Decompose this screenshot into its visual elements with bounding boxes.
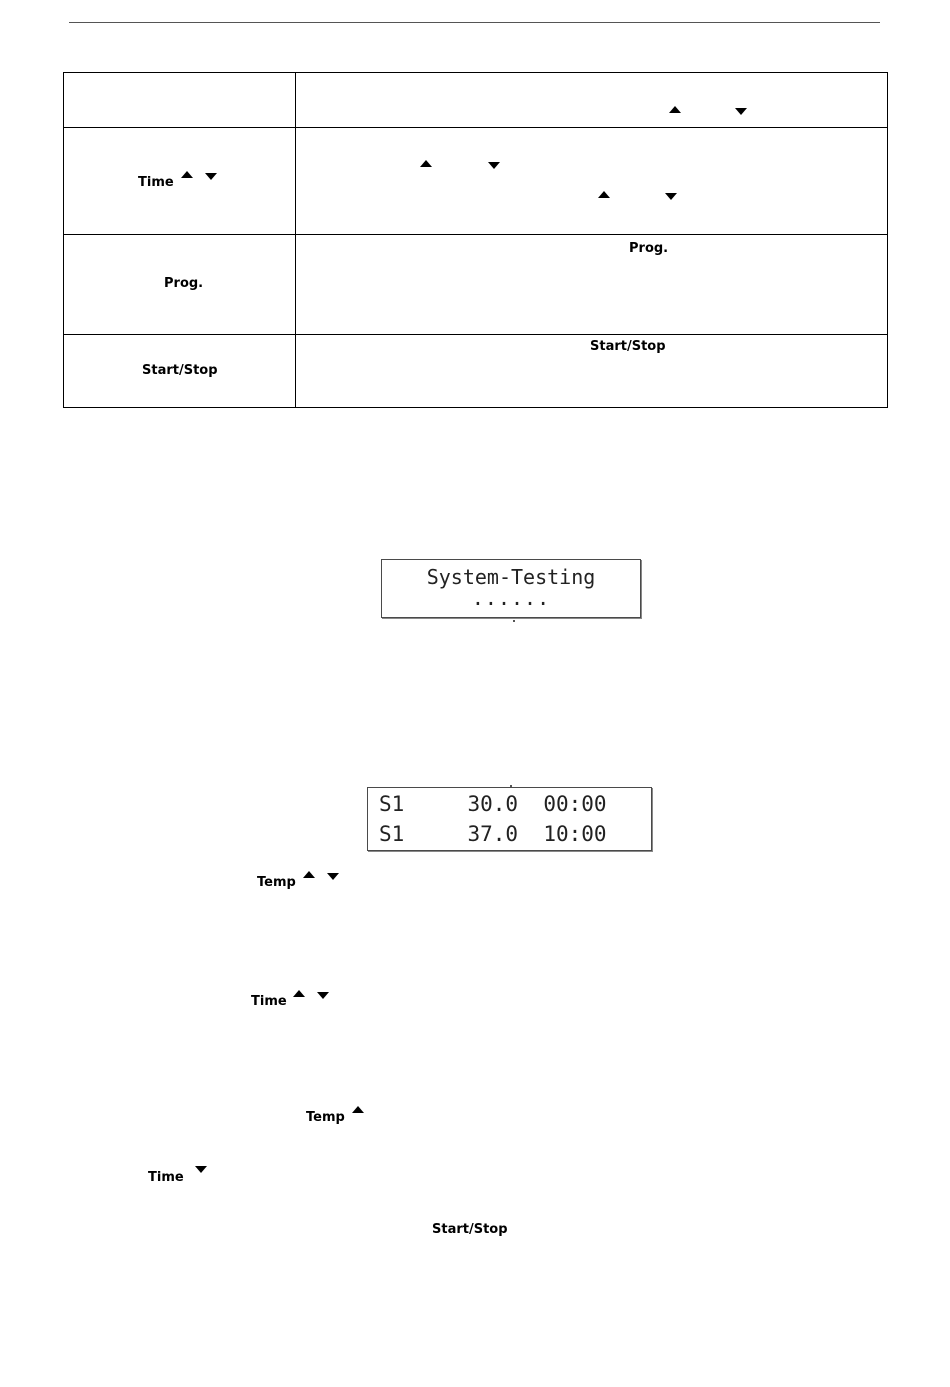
lcd-program-row1: S1 30.0 00:00 — [379, 792, 607, 816]
table-row — [64, 73, 888, 128]
step-temp-up-label: Temp — [306, 1110, 345, 1125]
triangle-up-icon — [598, 191, 610, 198]
triangle-up-icon — [293, 990, 305, 997]
table-cell-key — [64, 73, 296, 128]
time-key-label: Time — [138, 175, 174, 190]
triangle-up-icon — [352, 1106, 364, 1113]
triangle-up-icon — [303, 871, 315, 878]
key-function-table — [63, 72, 888, 408]
triangle-down-icon — [735, 108, 747, 115]
start-stop-key-label: Start/Stop — [142, 363, 218, 378]
table-cell-description — [296, 128, 888, 235]
step-time-down-label: Time — [148, 1170, 184, 1185]
triangle-down-icon — [205, 173, 217, 180]
table-row — [64, 335, 888, 408]
lcd-startup-display — [381, 559, 641, 618]
triangle-up-icon — [669, 106, 681, 113]
table-cell-key — [64, 235, 296, 335]
lcd-startup-line2: ...... — [471, 586, 551, 610]
header-rule — [69, 22, 880, 23]
start-stop-inline-label: Start/Stop — [590, 339, 666, 354]
table-row — [64, 235, 888, 335]
triangle-down-icon — [488, 162, 500, 169]
step-temp-label: Temp — [257, 875, 296, 890]
triangle-down-icon — [665, 193, 677, 200]
triangle-down-icon — [317, 992, 329, 999]
table-cell-description — [296, 335, 888, 408]
triangle-down-icon — [195, 1166, 207, 1173]
triangle-down-icon — [327, 873, 339, 880]
table-cell-description — [296, 73, 888, 128]
step-start-stop-label: Start/Stop — [432, 1222, 508, 1237]
table-cell-description — [296, 235, 888, 335]
prog-inline-label: Prog. — [629, 241, 669, 256]
triangle-up-icon — [181, 171, 193, 178]
step-time-label: Time — [251, 994, 287, 1009]
prog-key-label: Prog. — [164, 276, 204, 291]
lcd-program-row2: S1 37.0 10:00 — [379, 822, 607, 846]
lcd-startup-line1: System-Testing — [426, 565, 596, 589]
table-row — [64, 128, 888, 235]
print-speck — [513, 620, 515, 622]
table-cell-key — [64, 128, 296, 235]
lcd-program-display — [367, 787, 652, 851]
triangle-up-icon — [420, 160, 432, 167]
table-cell-key — [64, 335, 296, 408]
